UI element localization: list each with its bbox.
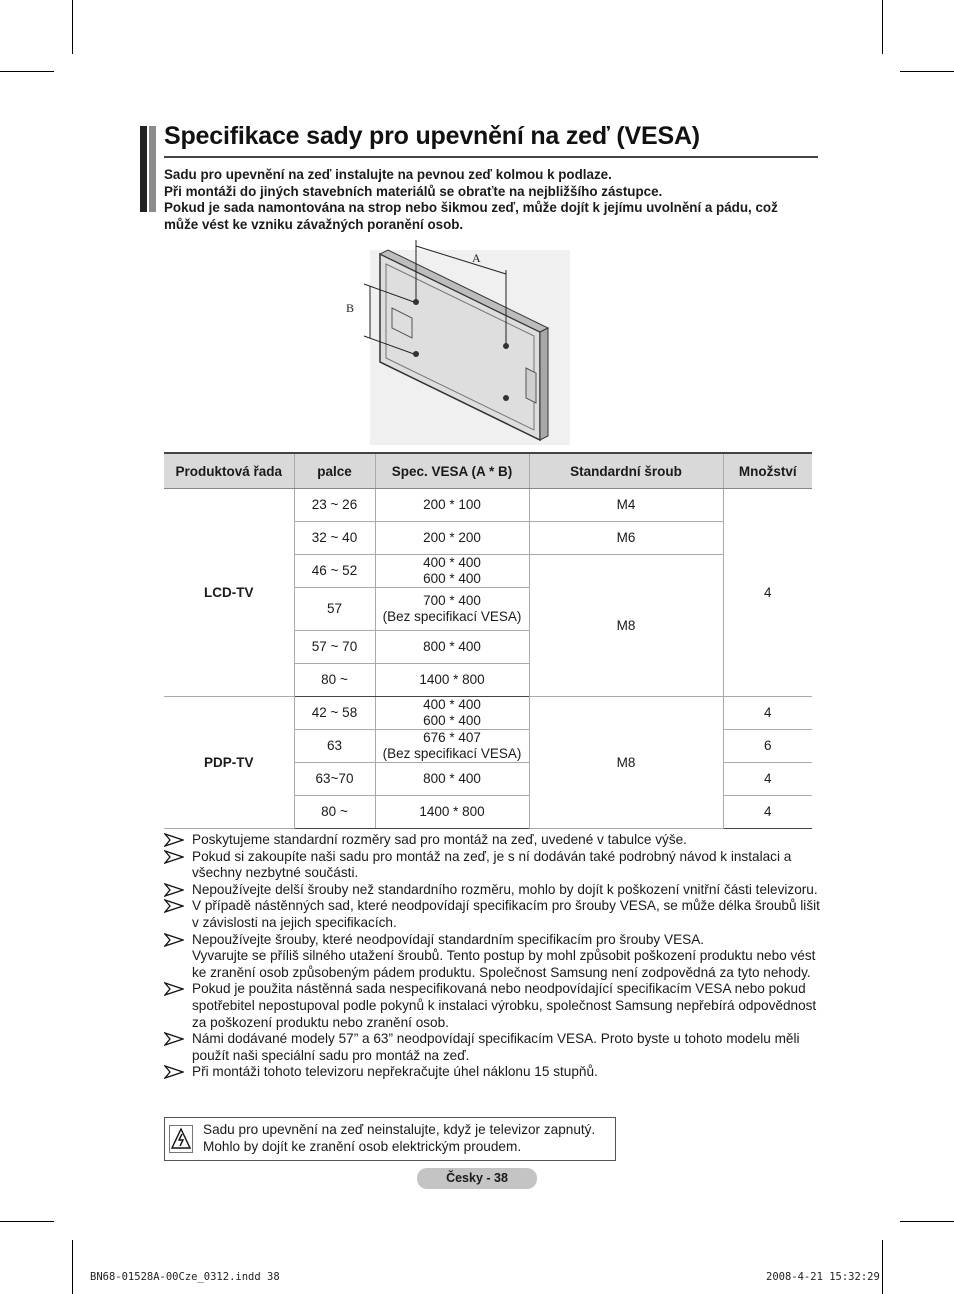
vesa-line: (Bez specifikací VESA)	[382, 746, 522, 761]
col-header-vesa: Spec. VESA (A * B)	[375, 453, 529, 489]
intro-line: Při montáži do jiných stavebních materiálů se obraťte na nejbližšího zástupce.	[164, 183, 663, 199]
vesa-cell: 1400 * 800	[375, 664, 529, 697]
title-accent-bar	[140, 126, 147, 212]
table-row	[164, 489, 812, 522]
col-header-inch: palce	[294, 453, 375, 489]
inch-cell: 32 ~ 40	[294, 522, 375, 555]
arrow-bullet-icon	[164, 1065, 184, 1079]
col-header-screw: Standardní šroub	[529, 453, 723, 489]
screw-cell: M6	[529, 522, 723, 555]
quantity-cell: 6	[723, 730, 812, 763]
inch-cell: 46 ~ 52	[294, 555, 375, 588]
warning-line: Mohlo by dojít ke zranění osob elektrickým proudem.	[203, 1138, 522, 1154]
warning-text	[203, 1122, 595, 1155]
arrow-bullet-icon	[164, 833, 184, 847]
dimension-label-b: B	[346, 301, 355, 315]
inch-cell: 63	[294, 730, 375, 763]
page-title: Specifikace sady pro upevnění na zeď (VESA)	[164, 122, 700, 150]
inch-cell: 23 ~ 26	[294, 489, 375, 522]
screw-cell: M8	[529, 555, 723, 697]
vesa-line: 700 * 400	[423, 593, 481, 608]
quantity-cell-lcd: 4	[723, 489, 812, 697]
note-text: Pokud je použita nástěnná sada nespecifikovaná nebo neodpovídající specifikacím VESA nebo pokud spotřebitel nepostupoval podle pokynů k instalaci výrobku, společnost Samsung nepřebírá odpovědnost za poškození produktu nebo zranění osob.	[192, 981, 817, 1030]
note-item	[164, 849, 820, 882]
vesa-cell: 200 * 100	[375, 489, 529, 522]
inch-cell: 63~70	[294, 763, 375, 796]
tv-side-edge	[540, 328, 548, 440]
note-item	[164, 898, 820, 931]
crop-mark	[72, 1240, 73, 1294]
vesa-cell	[375, 730, 529, 763]
vesa-cell: 200 * 200	[375, 522, 529, 555]
table-header-row	[164, 453, 812, 489]
vesa-line: 600 * 400	[423, 571, 481, 586]
vesa-line: 400 * 400	[423, 697, 481, 712]
warning-triangle-icon	[170, 1126, 192, 1152]
arrow-bullet-icon	[164, 850, 184, 864]
title-accent-bar-grey	[149, 126, 156, 212]
note-text: Nepoužívejte delší šrouby než standardního rozměru, mohlo by dojít k poškození vnitřní části televizoru.	[192, 881, 818, 897]
intro-text	[164, 167, 814, 233]
note-item	[164, 932, 820, 982]
vesa-cell	[375, 697, 529, 730]
vesa-cell: 800 * 400	[375, 631, 529, 664]
vesa-line: 600 * 400	[423, 713, 481, 728]
note-item	[164, 1064, 820, 1081]
notes-list	[164, 832, 820, 1081]
tv-side-panel	[526, 368, 536, 403]
quantity-cell: 4	[723, 697, 812, 730]
note-text: Pokud si zakoupíte naši sadu pro montáž na zeď, je s ní dodáván také podrobný návod k instalaci a všechny nezbytné součásti.	[192, 848, 792, 881]
vesa-cell	[375, 588, 529, 631]
footer-timestamp: 2008-4-21 15:32:29	[766, 1271, 880, 1283]
inch-cell: 57 ~ 70	[294, 631, 375, 664]
warning-line: Sadu pro upevnění na zeď neinstalujte, když je televizor zapnutý.	[203, 1122, 596, 1137]
note-text: Vyvarujte se příliš silného utažení šroubů. Tento postup by mohl způsobit poškození produktu nebo vést ke zranění osob způsobeným pádem produktu. Společnost Samsung není zodpovědná za tyto nehody.	[192, 948, 816, 980]
mount-hole	[503, 395, 509, 401]
footer-file: BN68-01528A-00Cze_0312.indd 38	[90, 1271, 280, 1283]
arrow-bullet-icon	[164, 982, 184, 996]
vesa-line: 400 * 400	[423, 555, 481, 570]
vesa-line: 676 * 407	[423, 730, 481, 745]
screw-cell: M4	[529, 489, 723, 522]
note-text: Námi dodávané modely 57” a 63” neodpovídají specifikacím VESA. Proto byste u tohoto modelu měli použít naši speciální sadu pro montáž na zeď.	[192, 1031, 800, 1063]
inch-cell: 80 ~	[294, 796, 375, 829]
vesa-cell: 800 * 400	[375, 763, 529, 796]
col-header-series: Produktová řada	[164, 453, 294, 489]
inch-cell: 42 ~ 58	[294, 697, 375, 730]
vesa-spec-table	[164, 452, 812, 829]
series-cell-pdp: PDP-TV	[164, 697, 294, 829]
crop-mark	[0, 71, 54, 72]
arrow-bullet-icon	[164, 883, 184, 897]
table-row	[164, 697, 812, 730]
note-item	[164, 1031, 820, 1064]
dimension-label-a: A	[472, 251, 481, 265]
vesa-diagram	[340, 240, 580, 450]
inch-cell: 57	[294, 588, 375, 631]
note-text: Poskytujeme standardní rozměry sad pro montáž na zeď, uvedené v tabulce výše.	[192, 832, 687, 847]
arrow-bullet-icon	[164, 1032, 184, 1046]
note-item	[164, 832, 820, 849]
crop-mark	[882, 0, 883, 54]
series-cell-lcd: LCD-TV	[164, 489, 294, 697]
arrow-bullet-icon	[164, 899, 184, 913]
arrow-bullet-icon	[164, 933, 184, 947]
crop-mark	[900, 71, 954, 72]
col-header-quantity: Množství	[723, 453, 812, 489]
page-number: Česky - 38	[417, 1168, 537, 1189]
note-text: Nepoužívejte šrouby, které neodpovídají standardním specifikacím pro šrouby VESA.	[192, 931, 705, 947]
crop-mark	[0, 1221, 54, 1222]
quantity-cell: 4	[723, 763, 812, 796]
title-divider	[164, 156, 818, 158]
note-item	[164, 981, 820, 1031]
warning-icon-frame	[169, 1125, 193, 1153]
note-item	[164, 882, 820, 899]
intro-line: Pokud je sada namontována na strop nebo šikmou zeď, může dojít k jejímu uvolnění a pádu, což může vést ke vzniku závažných poranění osob.	[164, 200, 778, 232]
note-text: Při montáži tohoto televizoru nepřekračujte úhel náklonu 15 stupňů.	[192, 1064, 598, 1080]
intro-line: Sadu pro upevnění na zeď instalujte na pevnou zeď kolmou k podlaze.	[164, 167, 612, 182]
screw-cell-pdp: M8	[529, 697, 723, 829]
note-text: V případě nástěnných sad, které neodpovídají specifikacím pro šrouby VESA, se může délka šroubů lišit v závislosti na jejich specifikacích.	[192, 898, 820, 930]
quantity-cell: 4	[723, 796, 812, 829]
vesa-line: (Bez specifikací VESA)	[382, 609, 522, 624]
crop-mark	[72, 0, 73, 54]
inch-cell: 80 ~	[294, 664, 375, 697]
warning-box	[164, 1117, 616, 1161]
vesa-cell: 1400 * 800	[375, 796, 529, 829]
crop-mark	[882, 1240, 883, 1294]
crop-mark	[900, 1221, 954, 1222]
vesa-cell	[375, 555, 529, 588]
